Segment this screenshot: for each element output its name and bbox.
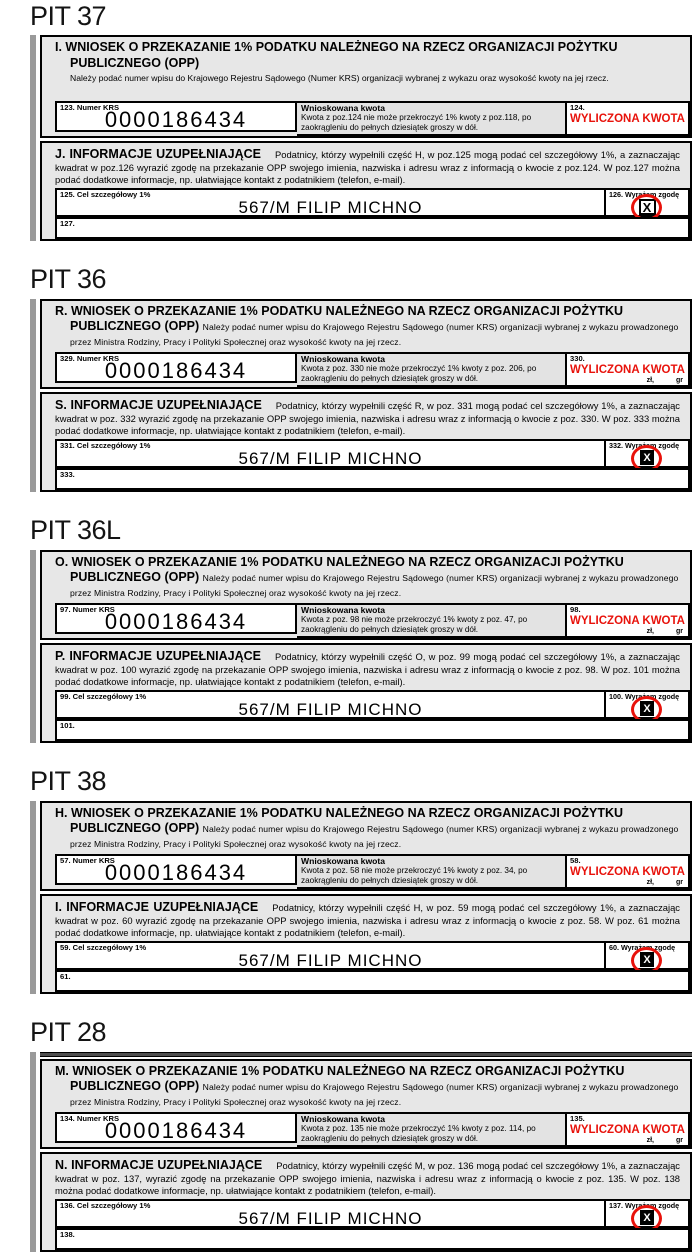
consent-label: 100. Wyrażam zgodę xyxy=(609,692,680,702)
requested-amount-note: Wnioskowana kwota Kwota z poz. 98 nie może przekroczyć 1% kwoty z poz. 47, po zaokrągleniu do pełnych dziesiątek groszy w dół. xyxy=(297,603,567,638)
section-description: Należy podać numer wpisu do Krajowego Rejestru Sądowego (numer KRS) organizacji wybranej z wykazu prowadzonego przez Ministra Rodziny, Pracy i Polityki Społecznej oraz wysokość kwoty na jej rzecz. xyxy=(70,1082,679,1108)
form-pit-38 xyxy=(30,767,692,994)
info-heading: S. INFORMACJE UZUPEŁNIAJĄCE xyxy=(55,397,262,412)
info-description: Podatnicy, którzy wypełnili część H, w poz.125 mogą podać cel szczegółowy 1%, a zaznaczając kwadrat w poz.126 wyrazić zgodę na przekazanie OPP swojego imienia, nazwiska i adresu wraz z informacją o kwocie z poz.124. W poz.127 można podać dodatkowe informacje, np. ułatwiające kontakt z podatnikiem (telefon, e-mail). xyxy=(55,148,680,186)
krs-field[interactable] xyxy=(55,101,297,132)
form-pit-36 xyxy=(30,265,692,492)
computed-amount-text: WYLICZONA KWOTA xyxy=(570,865,685,878)
currency-gr-label: gr xyxy=(676,1136,683,1144)
specific-goal-field[interactable] xyxy=(55,690,606,719)
section-divider-bar xyxy=(40,1052,692,1057)
form-pit-28 xyxy=(30,1018,692,1252)
extra-info-field[interactable] xyxy=(55,217,690,239)
section-heading: R. WNIOSEK O PRZEKAZANIE 1% PODATKU NALEŻNEGO NA RZECZ ORGANIZACJI POŻYTKU PUBLICZNEGO (OPP) Należy podać numer wpisu do Krajowego Rejestru Sądowego (numer KRS) organizacji wybranej z wykazu prowadzonego przez Ministra Rodziny, Pracy i Polityki Społecznej oraz wysokość kwoty na jej rzecz. xyxy=(55,303,679,348)
specific-goal-field[interactable] xyxy=(55,439,606,468)
request-section xyxy=(40,550,692,640)
info-section xyxy=(40,894,692,995)
section-description: Należy podać numer wpisu do Krajowego Rejestru Sądowego (numer KRS) organizacji wybranej z wykazu prowadzonego przez Ministra Rodziny, Pracy i Polityki Społecznej oraz wysokość kwoty na jej rzecz. xyxy=(70,573,679,599)
goal-value: 567/M FILIP MICHNO xyxy=(238,448,423,468)
consent-checkbox[interactable]: X xyxy=(640,1210,654,1225)
request-section xyxy=(40,801,692,891)
consent-checkbox[interactable]: X xyxy=(639,199,656,215)
currency-units xyxy=(625,1137,683,1144)
extra-row xyxy=(55,1228,690,1250)
section-heading: I. WNIOSEK O PRZEKAZANIE 1% PODATKU NALEŻNEGO NA RZECZ ORGANIZACJI POŻYTKU PUBLICZNEGO (OPP) xyxy=(55,40,618,70)
goal-field-label: 59. Cel szczegółowy 1% xyxy=(60,943,147,953)
info-paragraph xyxy=(42,143,690,189)
info-heading: I. INFORMACJE UZUPEŁNIAJĄCE xyxy=(55,899,259,914)
spacer xyxy=(42,85,690,101)
consent-checkbox[interactable]: X xyxy=(640,952,654,967)
extra-row xyxy=(55,719,690,741)
currency-units xyxy=(625,377,683,384)
requested-amount-note: Wnioskowana kwota Kwota z poz.124 nie może przekroczyć 1% kwoty z poz.118, po zaokrągleniu do pełnych dziesiątek groszy w dół. xyxy=(297,101,567,136)
requested-amount-note: Wnioskowana kwota Kwota z poz. 135 nie może przekroczyć 1% kwoty z poz. 114, po zaokrągleniu do pełnych dziesiątek groszy w dół. xyxy=(297,1112,567,1147)
consent-checkbox[interactable]: X xyxy=(640,450,654,465)
page-title: PIT 28 xyxy=(30,1017,107,1048)
extra-field-label: 101. xyxy=(60,721,75,731)
amount-field-label: 135. xyxy=(570,1113,585,1123)
extra-field-label: 61. xyxy=(60,972,71,982)
krs-field-label: 134. Numer KRS xyxy=(60,1113,120,1123)
info-heading: J. INFORMACJE UZUPEŁNIAJĄCE xyxy=(55,146,261,161)
amount-field[interactable] xyxy=(567,101,690,136)
extra-field-label: 333. xyxy=(60,470,75,480)
goal-value: 567/M FILIP MICHNO xyxy=(238,197,423,217)
page-title: PIT 37 xyxy=(30,1,107,31)
left-margin-strip xyxy=(30,35,36,241)
krs-field[interactable] xyxy=(55,1112,297,1143)
info-section xyxy=(40,392,692,493)
krs-field-label: 123. Numer KRS xyxy=(60,102,120,112)
currency-units xyxy=(625,628,683,635)
left-margin-strip xyxy=(30,299,36,493)
amount-field-label: 58. xyxy=(570,855,581,865)
krs-value: 0000186434 xyxy=(104,859,248,885)
info-description: Podatnicy, którzy wypełnili część M, w poz. 136 mogą podać cel szczegółowy 1%, a zaznaczając kwadrat w poz. 137, wyrazić zgodę na przekazanie OPP swojego imienia, nazwiska i adresu wraz z informacją o kwocie z poz. 135. W poz. 138 można podać dodatkowe informacje, np. ułatwiające kontakt z podatnikiem (telefon, e-mail). xyxy=(55,1159,680,1197)
krs-field[interactable] xyxy=(55,352,297,383)
amount-field[interactable] xyxy=(567,854,690,889)
currency-zl-label: zł, xyxy=(646,1136,654,1144)
left-margin-strip xyxy=(30,550,36,744)
info-paragraph xyxy=(42,896,690,942)
consent-field xyxy=(606,1199,690,1228)
currency-gr-label: gr xyxy=(676,376,683,384)
amount-field-label: 124. xyxy=(570,102,585,112)
amount-field[interactable] xyxy=(567,352,690,387)
consent-field xyxy=(606,941,690,970)
goal-row xyxy=(55,188,690,217)
info-paragraph xyxy=(42,1154,690,1200)
form-pit-36l xyxy=(30,516,692,743)
consent-label: 126. Wyrażam zgodę xyxy=(609,190,680,200)
specific-goal-field[interactable] xyxy=(55,941,606,970)
extra-info-field[interactable] xyxy=(55,970,690,992)
krs-value: 0000186434 xyxy=(104,1117,248,1143)
consent-label: 60. Wyrażam zgodę xyxy=(609,943,676,953)
info-description: Podatnicy, którzy wypełnili część R, w poz. 331 mogą podać cel szczegółowy 1%, a zaznaczając kwadrat w poz. 332 wyrazić zgodę na przekazanie OPP swojego imienia, nazwiska i adresu wraz z informacją o kwocie z poz. 330. W poz. 333 można podać dodatkowe informacje, np. ułatwiające kontakt z podatnikiem (telefon, e-mail). xyxy=(55,399,680,437)
section-heading: M. WNIOSEK O PRZEKAZANIE 1% PODATKU NALEŻNEGO NA RZECZ ORGANIZACJI POŻYTKU PUBLICZNEGO (OPP) Należy podać numer wpisu do Krajowego Rejestru Sądowego (numer KRS) organizacji wybranej z wykazu prowadzonego przez Ministra Rodziny, Pracy i Polityki Społecznej oraz wysokość kwoty na jej rzecz. xyxy=(55,1063,679,1108)
krs-field-label: 57. Numer KRS xyxy=(60,855,115,865)
info-heading: N. INFORMACJE UZUPEŁNIAJĄCE xyxy=(55,1157,263,1172)
left-margin-strip xyxy=(30,1052,36,1252)
krs-field[interactable] xyxy=(55,854,297,885)
page-title: PIT 36L xyxy=(30,515,121,546)
computed-amount-text: WYLICZONA KWOTA xyxy=(570,112,685,125)
extra-row xyxy=(55,217,690,239)
consent-field xyxy=(606,188,690,217)
section-description: Należy podać numer wpisu do Krajowego Rejestru Sądowego (numer KRS) organizacji wybranej z wykazu prowadzonego przez Ministra Rodziny, Pracy i Polityki Społecznej oraz wysokość kwoty na jej rzecz. xyxy=(70,322,679,348)
info-description: Podatnicy, którzy wypełnili część O, w poz. 99 mogą podać cel szczegółowy 1%, a zaznaczając kwadrat w poz. 100 wyrazić zgodę na przekazanie OPP swojego imienia, nazwiska i adresu wraz z informacją o kwocie z poz. 98. W poz. 101 można podać dodatkowe informacje, np. ułatwiające kontakt z podatnikiem (telefon, e-mail). xyxy=(55,650,680,688)
extra-field-label: 127. xyxy=(60,219,75,229)
computed-amount-text: WYLICZONA KWOTA xyxy=(570,614,685,627)
info-heading: P. INFORMACJE UZUPEŁNIAJĄCE xyxy=(55,648,261,663)
extra-info-field[interactable] xyxy=(55,1228,690,1250)
krs-row xyxy=(55,603,690,638)
info-paragraph xyxy=(42,394,690,440)
krs-field-label: 329. Numer KRS xyxy=(60,353,120,363)
krs-value: 0000186434 xyxy=(104,357,248,383)
page-title: PIT 36 xyxy=(30,264,107,295)
section-heading: H. WNIOSEK O PRZEKAZANIE 1% PODATKU NALEŻNEGO NA RZECZ ORGANIZACJI POŻYTKU PUBLICZNEGO (OPP) Należy podać numer wpisu do Krajowego Rejestru Sądowego (numer KRS) organizacji wybranej z wykazu prowadzonego przez Ministra Rodziny, Pracy i Polityki Społecznej oraz wysokość kwoty na jej rzecz. xyxy=(55,805,679,850)
currency-zl-label: zł, xyxy=(646,627,654,635)
consent-field xyxy=(606,439,690,468)
krs-row xyxy=(55,101,690,136)
krs-row xyxy=(55,1112,690,1147)
goal-value: 567/M FILIP MICHNO xyxy=(238,699,423,719)
currency-zl-label: zł, xyxy=(646,878,654,886)
goal-row xyxy=(55,439,690,468)
currency-zl-label: zł, xyxy=(646,376,654,384)
amount-field-label: 98. xyxy=(570,604,581,614)
request-section xyxy=(40,35,692,137)
consent-checkbox[interactable]: X xyxy=(640,701,654,716)
krs-value: 0000186434 xyxy=(104,106,248,132)
info-section xyxy=(40,141,692,242)
form-pit-37 xyxy=(30,2,692,241)
extra-row xyxy=(55,468,690,490)
amount-field-label: 330. xyxy=(570,353,585,363)
computed-amount-text: WYLICZONA KWOTA xyxy=(570,363,685,376)
goal-field-label: 136. Cel szczegółowy 1% xyxy=(60,1201,151,1211)
info-section xyxy=(40,643,692,744)
section-heading: O. WNIOSEK O PRZEKAZANIE 1% PODATKU NALEŻNEGO NA RZECZ ORGANIZACJI POŻYTKU PUBLICZNEGO (OPP) Należy podać numer wpisu do Krajowego Rejestru Sądowego (numer KRS) organizacji wybranej z wykazu prowadzonego przez Ministra Rodziny, Pracy i Polityki Społecznej oraz wysokość kwoty na jej rzecz. xyxy=(55,554,679,599)
specific-goal-field[interactable] xyxy=(55,188,606,217)
krs-value: 0000186434 xyxy=(104,608,248,634)
krs-field[interactable] xyxy=(55,603,297,634)
computed-amount-text: WYLICZONA KWOTA xyxy=(570,1123,685,1136)
goal-value: 567/M FILIP MICHNO xyxy=(238,1208,423,1228)
extra-info-field[interactable] xyxy=(55,468,690,490)
request-section xyxy=(40,1059,692,1149)
currency-gr-label: gr xyxy=(676,878,683,886)
consent-field xyxy=(606,690,690,719)
extra-row xyxy=(55,970,690,992)
amount-field[interactable] xyxy=(567,603,690,638)
goal-value: 567/M FILIP MICHNO xyxy=(238,950,423,970)
info-description: Podatnicy, którzy wypełnili część H, w poz. 59 mogą podać cel szczegółowy 1%, a zaznaczając kwadrat w poz. 60 wyrazić zgodę na przekazanie OPP swojego imienia, nazwiska i adresu wraz z informacją o kwocie z poz. 58. W poz. 61 można podać dodatkowe informacje, np. ułatwiające kontakt z podatnikiem (telefon, e-mail). xyxy=(55,901,680,939)
goal-row xyxy=(55,690,690,719)
currency-units xyxy=(625,879,683,886)
currency-gr-label: gr xyxy=(676,627,683,635)
requested-amount-note: Wnioskowana kwota Kwota z poz. 58 nie może przekroczyć 1% kwoty z poz. 34, po zaokrągleniu do pełnych dziesiątek groszy w dół. xyxy=(297,854,567,889)
page-title: PIT 38 xyxy=(30,766,107,797)
goal-field-label: 331. Cel szczegółowy 1% xyxy=(60,441,151,451)
extra-field-label: 138. xyxy=(60,1230,75,1240)
krs-row xyxy=(55,854,690,889)
request-section xyxy=(40,299,692,389)
section-description: Należy podać numer wpisu do Krajowego Rejestru Sądowego (numer KRS) organizacji wybranej z wykazu prowadzonego przez Ministra Rodziny, Pracy i Polityki Społecznej oraz wysokość kwoty na jej rzecz. xyxy=(70,824,679,850)
info-section xyxy=(40,1152,692,1252)
consent-label: 332. Wyrażam zgodę xyxy=(609,441,680,451)
krs-field-label: 97. Numer KRS xyxy=(60,604,115,614)
extra-info-field[interactable] xyxy=(55,719,690,741)
specific-goal-field[interactable] xyxy=(55,1199,606,1228)
goal-field-label: 99. Cel szczegółowy 1% xyxy=(60,692,147,702)
info-paragraph xyxy=(42,645,690,691)
left-margin-strip xyxy=(30,801,36,995)
requested-amount-note: Wnioskowana kwota Kwota z poz. 330 nie może przekroczyć 1% kwoty z poz. 206, po zaokrągleniu do pełnych dziesiątek groszy w dół. xyxy=(297,352,567,387)
amount-field[interactable] xyxy=(567,1112,690,1147)
goal-row xyxy=(55,1199,690,1228)
krs-row xyxy=(55,352,690,387)
section-description: Należy podać numer wpisu do Krajowego Rejestru Sądowego (Numer KRS) organizacji wybranej z wykazu oraz wysokość kwoty na jej rzecz. xyxy=(70,72,609,83)
goal-field-label: 125. Cel szczegółowy 1% xyxy=(60,190,151,200)
goal-row xyxy=(55,941,690,970)
consent-label: 137. Wyrażam zgodę xyxy=(609,1201,680,1211)
